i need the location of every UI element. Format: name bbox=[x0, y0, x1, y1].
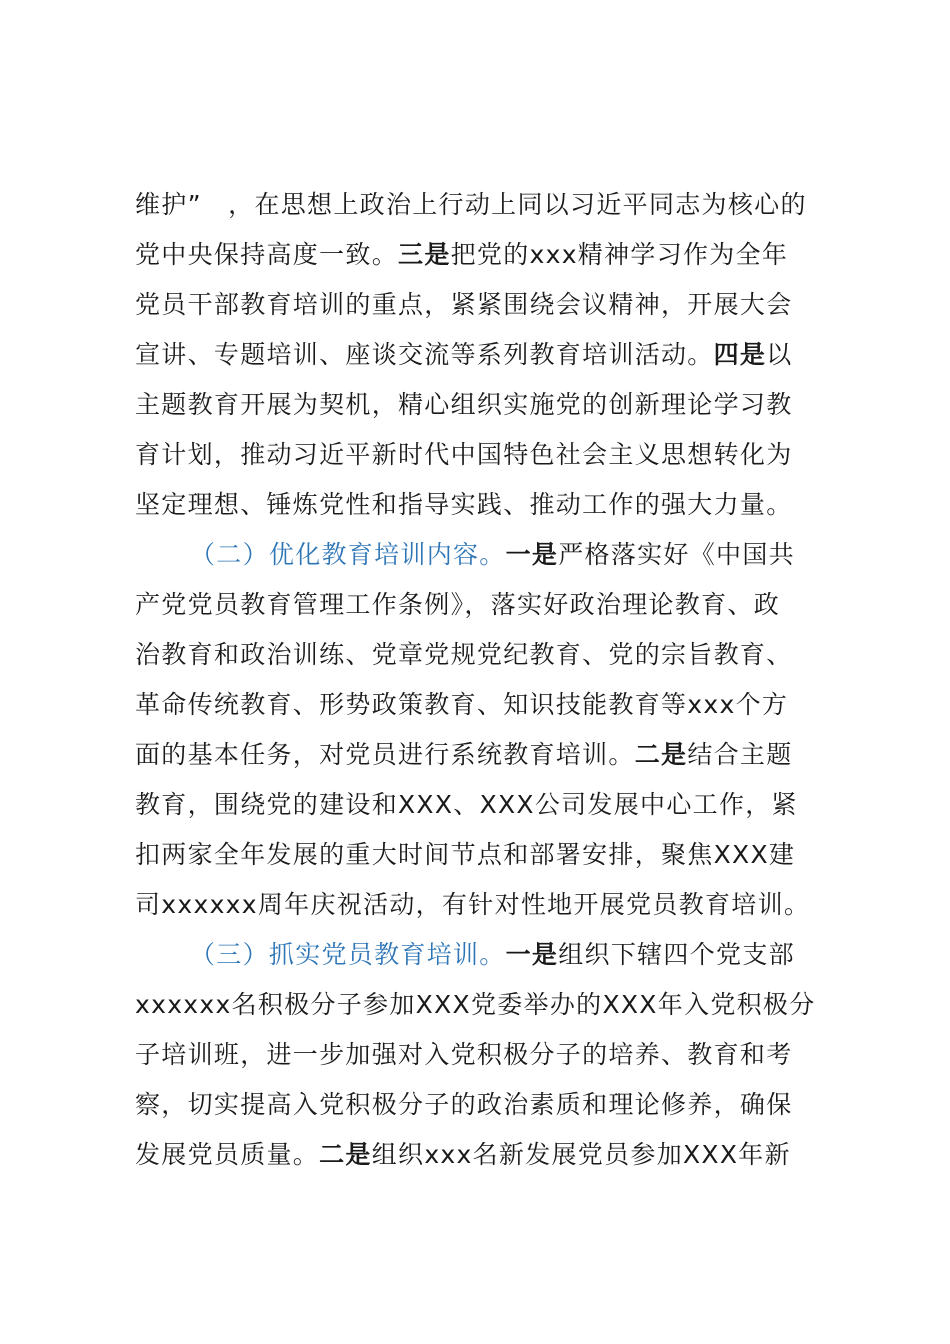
paragraph-line bbox=[135, 180, 807, 230]
text-run: 主题教育开展为契机，精心组织实施党的创新理论学习教 bbox=[135, 390, 793, 419]
paragraph-line bbox=[135, 830, 795, 880]
paragraph-line bbox=[135, 1030, 793, 1080]
paragraph-line bbox=[135, 380, 793, 430]
text-run: 育计划，推动习近平新时代中国特色社会主义思想转化为 bbox=[135, 440, 793, 469]
bold-marker: 二是 bbox=[634, 740, 688, 769]
paragraph-line bbox=[135, 880, 810, 930]
text-run: 教育，围绕党的建设和XXX、XXX公司发展中心工作，紧 bbox=[135, 790, 798, 819]
text-run: 扣两家全年发展的重大时间节点和部署安排，聚焦XXX建 bbox=[135, 840, 796, 869]
bold-marker: 二是 bbox=[319, 1140, 372, 1169]
text-run: 组织xxx名新发展党员参加XXX年新 bbox=[371, 1140, 791, 1169]
paragraph-line bbox=[135, 480, 793, 530]
paragraph-line bbox=[135, 730, 793, 780]
paragraph-line bbox=[135, 230, 788, 280]
text-run: 司xxxxxx周年庆祝活动，有针对性地开展党员教育培训。 bbox=[135, 890, 811, 919]
text-run: 坚定理想、锤炼党性和指导实践、推动工作的强大力量。 bbox=[135, 490, 793, 519]
section-heading: （二）优化教育培训内容。 bbox=[190, 540, 506, 569]
text-run: 结合主题 bbox=[687, 740, 793, 769]
text-run: 革命传统教育、形势政策教育、知识技能教育等xxx个方 bbox=[135, 690, 789, 719]
text-run: 党中央保持高度一致。 bbox=[135, 240, 399, 269]
paragraph-line bbox=[135, 680, 788, 730]
paragraph-line bbox=[135, 580, 780, 630]
paragraph-line bbox=[135, 280, 793, 330]
text-run: 治教育和政治训练、党章党规党纪教育、党的宗旨教育、 bbox=[135, 640, 793, 669]
text-run: 产党党员教育管理工作条例》，落实好政治理论教育、政 bbox=[135, 590, 781, 619]
section-heading: （三）抓实党员教育培训。 bbox=[190, 940, 506, 969]
text-run: 发展党员质量。 bbox=[135, 1140, 320, 1169]
text-run: 宣讲、专题培训、座谈交流等系列教育培训活动。 bbox=[135, 340, 714, 369]
paragraph-line bbox=[135, 980, 816, 1030]
bold-marker: 三是 bbox=[398, 240, 451, 269]
bold-marker: 一是 bbox=[505, 940, 559, 969]
paragraph-line bbox=[135, 1130, 791, 1180]
paragraph-line bbox=[135, 430, 793, 480]
text-run: 面的基本任务，对党员进行系统教育培训。 bbox=[135, 740, 635, 769]
text-run: 把党的xxx精神学习作为全年 bbox=[450, 240, 789, 269]
paragraph-line bbox=[135, 1080, 793, 1130]
text-run: 党员干部教育培训的重点，紧紧围绕会议精神，开展大会 bbox=[135, 290, 793, 319]
bold-marker: 一是 bbox=[505, 540, 559, 569]
paragraph-line bbox=[190, 530, 795, 580]
bold-marker: 四是 bbox=[713, 340, 767, 369]
text-run: 以 bbox=[766, 340, 793, 369]
paragraph-line bbox=[135, 330, 793, 380]
text-run: 子培训班，进一步加强对入党积极分子的培养、教育和考 bbox=[135, 1040, 793, 1069]
text-run: 组织下辖四个党支部 bbox=[558, 940, 795, 969]
text-run: 严格落实好《中国共 bbox=[558, 540, 795, 569]
paragraph-line bbox=[135, 630, 793, 680]
text-run: 维护” ，在思想上政治上行动上同以习近平同志为核心的 bbox=[135, 190, 807, 219]
text-run: xxxxxx名积极分子参加XXX党委举办的XXX年入党积极分 bbox=[135, 990, 816, 1019]
paragraph-line bbox=[190, 930, 795, 980]
text-run: 察，切实提高入党积极分子的政治素质和理论修养，确保 bbox=[135, 1090, 793, 1119]
paragraph-line bbox=[135, 780, 798, 830]
